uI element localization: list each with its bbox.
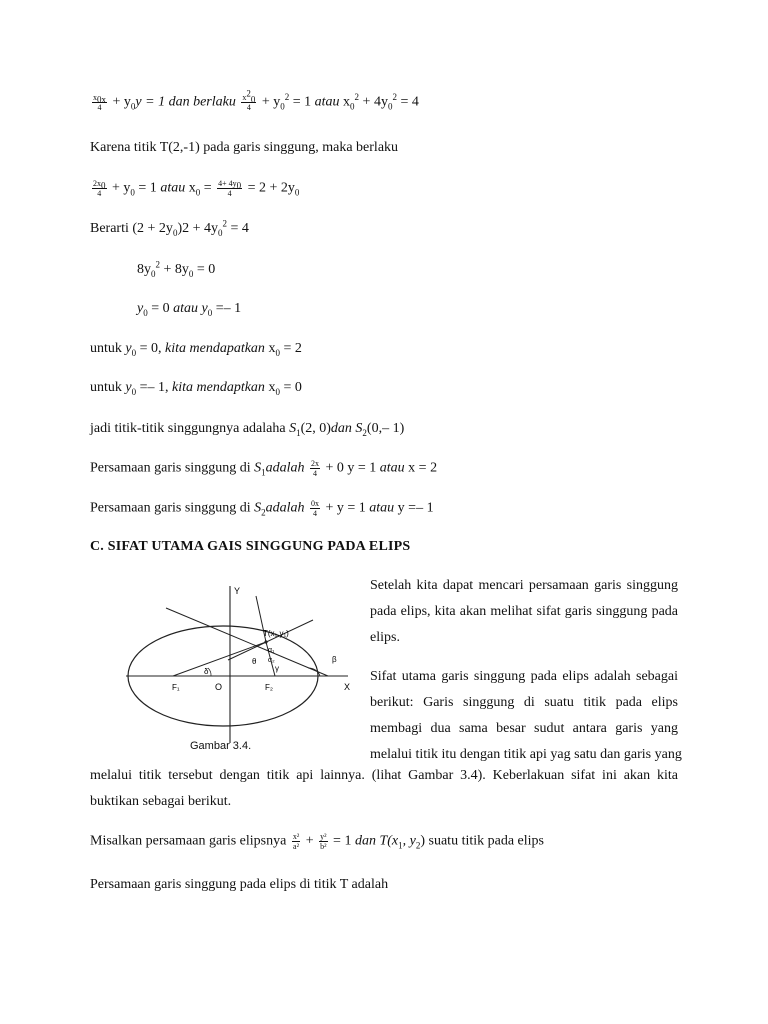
alpha-1-label: α₁ [268,647,275,654]
focus-1-label: F₁ [172,683,180,692]
paragraph-line: Setelah kita dapat mencari persamaan garis singgung [370,578,678,593]
fraction: $\frac{2x}{4}$ [310,459,319,478]
theta-label: θ [252,657,257,666]
equation-line-9: jadi titik-titik singgungnya adalaha $S_1(2$, 0)dan $S_2(0,-$ 1) [90,421,405,438]
gamma-label: γ [275,664,279,673]
fraction: $\frac{0x}{4}$ [310,499,319,518]
equation-line-7: untuk $y_0 = 0$, kita mendapatkan $x_0 = 2$ [90,341,302,358]
alpha-2-label: α₂ [268,657,275,664]
equation-line-berarti: Berarti $(2 + 2y_0)2 + 4y_0^2 = 4$ [90,218,249,238]
fraction: $\frac{4+ 4y_0}{4}$ [218,179,242,198]
paragraph-line: elips. [370,630,400,645]
ellipse-tangent-figure [118,578,358,758]
paragraph-intro [370,573,678,651]
paragraph-continuation [90,763,678,815]
fraction: $\frac{2x_0}{4}$ [93,179,106,198]
paragraph-line: melalui titik tersebut dengan titik api lainnya. (lihat Gambar 3.4). Keberlakuan sifat ini akan kita [90,768,678,783]
beta-label: β [332,655,337,664]
paragraph-line: pada elips, kita akan melihat sifat garis singgung pada [370,604,678,619]
paragraph-property [370,664,682,768]
section-heading: C. SIFAT UTAMA GAIS SINGGUNG PADA ELIPS [90,539,411,554]
equation-line-6: $y_0 = 0$ atau $y_0 =- 1$ [137,301,242,318]
fraction: $\frac{\text{y²}}{\text{b²}}$ [320,832,327,851]
paragraph-line: membagi dua sama besar sudut antara garis yang [370,721,678,736]
paragraph-line: berikut: Garis singgung di suatu titik pada elips [370,695,678,710]
point-t [264,640,267,643]
fraction: $\frac{\text{x²}}{\text{a²}}$ [292,832,300,851]
equation-line-8: untuk $y_0 =- 1$, kita mendaptkan $x_0 = 0$ [90,380,302,397]
paragraph-line: melalui titik itu dengan titik api yag satu dan garis yang [370,747,682,762]
fraction: $\frac{x_{0x}}{4}$ [93,93,106,112]
fraction: $\frac{x^2_0}{4}$ [242,88,256,112]
equation-line-11: Persamaan garis singgung di $S_2adalah$ $\frac{0x}{4}$ + y = 1 atau y =– 1 [90,499,434,518]
x-axis-label: X [344,682,351,692]
figure-caption: Gambar 3.4. [190,740,252,752]
text-line-karena: Karena titik T(2,-1) pada garis singgung, maka berlaku [90,140,399,155]
delta-arc [208,668,211,676]
equation-line-5: $8y_0^2 + 8y_0 = 0$ [137,259,216,279]
point-t-label: T(x₁,y₁) [263,629,289,638]
equation-line-3: $\frac{2x_0}{4}$ + $y_0 = 1$ atau $x_0$ = $\frac{4+ 4y_0}{4}$ = $2 + 2y_0$ [93,179,300,198]
equation-line-misalkan: Misalkan persamaan garis elipsnya $\frac{\text{x²}}{\text{a²}}$ + $\frac{\text{y²}}{\text{b²}}$ = 1 dan $T(x_1$, $y_2$) suatu titik pada elips [90,832,544,851]
delta-label: δ [204,667,209,676]
tangent-line [228,620,313,660]
paragraph-line: buktikan sebagai berikut. [90,794,232,809]
paragraph-line: Sifat utama garis singgung pada elips adalah sebagai [370,669,678,684]
line-f1-to-tangent-end [166,608,328,676]
text-line-last: Persamaan garis singgung pada elips di titik T adalah [90,877,389,892]
focus-2-label: F₂ [265,683,273,692]
origin-label: O [215,682,223,692]
equation-line-1: $\frac{x_{0x}}{4}$ + $y_0y = 1$ dan berlaku $\frac{x^2_0}{4}$ + $y_0^2 = 1$ atau $x_0^2 + 4y_0^2 = 4$ [93,88,419,112]
equation-line-10: Persamaan garis singgung di $S_1adalah$ $\frac{2x}{4}$ + 0 y = 1 atau x = 2 [90,459,438,478]
y-axis-label: Y [234,586,241,596]
